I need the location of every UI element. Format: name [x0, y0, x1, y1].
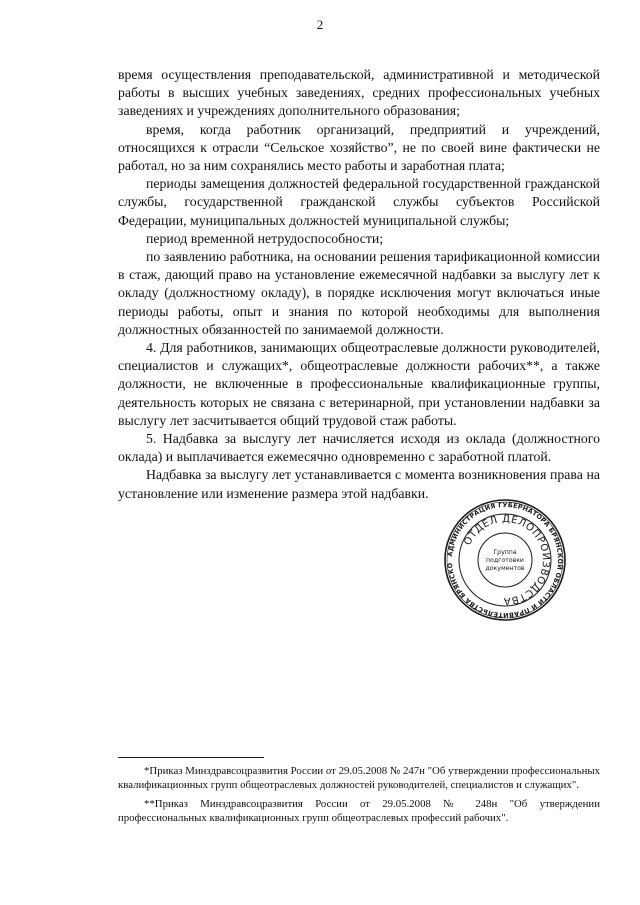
document-body: [118, 66, 600, 503]
paragraph-item-5: 5. Надбавка за выслугу лет начисляется исходя из оклада (должностного оклада) и выплачивается ежемесячно одновременно с заработной платой.: [118, 431, 600, 465]
page-number: 2: [316, 17, 324, 32]
stamp-outer-text: АДМИНИСТРАЦИЯ ГУБЕРНАТОРА БРЯНСКОЙ ОБЛАСТИ И ПРАВИТЕЛЬСТВА БРЯНСКО: [446, 500, 565, 620]
paragraph-item-4: 4. Для работников, занимающих общеотраслевые должности руководителей, специалистов и служащих*, общеотраслевые должности рабочих**, а также должности, не включенные в профессиональные квалификационные группы, деятельность которых не связана с ветеринарной, при установлении надбавки за выслугу лет засчитывается общий трудовой стаж работы.: [118, 340, 600, 428]
stamp-center-line-3: документов: [485, 565, 525, 572]
footnote-2: **Приказ Минздравсоцразвития России от 29.05.2008 № 248н "Об утверждении профессиональных квалификационных групп общеотраслевых профессий рабочих".: [118, 798, 600, 824]
footnote-separator: [118, 757, 264, 758]
paragraph-bonus-start: Надбавка за выслугу лет устанавливается с момента возникновения права на установление или изменение размера этой надбавки.: [118, 467, 600, 501]
footnotes: [118, 764, 600, 830]
stamp-inner-text: ОТДЕЛ ДЕЛОПРОИЗВОДСТВА: [462, 513, 552, 607]
paragraph-teaching-time: время осуществления преподавательской, административной и методической работы в высших учебных заведениях, средних профессиональных учебных заведениях и учреждениях дополнительного образования;: [118, 67, 600, 119]
stamp-seal-graphic: [443, 498, 567, 622]
stamp-center-line-1: Группа: [493, 549, 517, 556]
paragraph-agriculture-time: время, когда работник организаций, предприятий и учреждений, относящихся к отрасли “Сельское хозяйство”, не по своей вине фактически не работал, но за ним сохранялись место работы и заработная плата;: [118, 121, 600, 174]
stamp-center-line-2: подготовки: [486, 557, 524, 564]
department-stamp: [443, 498, 567, 622]
footnote-1: *Приказ Минздравсоцразвития России от 29.05.2008 № 247н "Об утверждении профессиональных квалификационных групп общеотраслевых должностей руководителей, специалистов и служащих".: [118, 765, 600, 791]
paragraph-commission-decision: по заявлению работника, на основании решения тарификационной комиссии в стаж, дающий право на установление ежемесячной надбавки за выслугу лет к окладу (должностному окладу), в порядке исключения могут включаться иные периоды работы, опыт и знания по которой необходимы для выполнения должностных обязанностей по занимаемой должности.: [118, 249, 600, 337]
paragraph-sick-leave-period: период временной нетрудоспособности;: [146, 230, 384, 246]
paragraph-civil-service-periods: периоды замещения должностей федеральной государственной гражданской службы, государственной гражданской службы субъектов Российской Федерации, муниципальных должностей муниципальной службы;: [118, 176, 600, 228]
